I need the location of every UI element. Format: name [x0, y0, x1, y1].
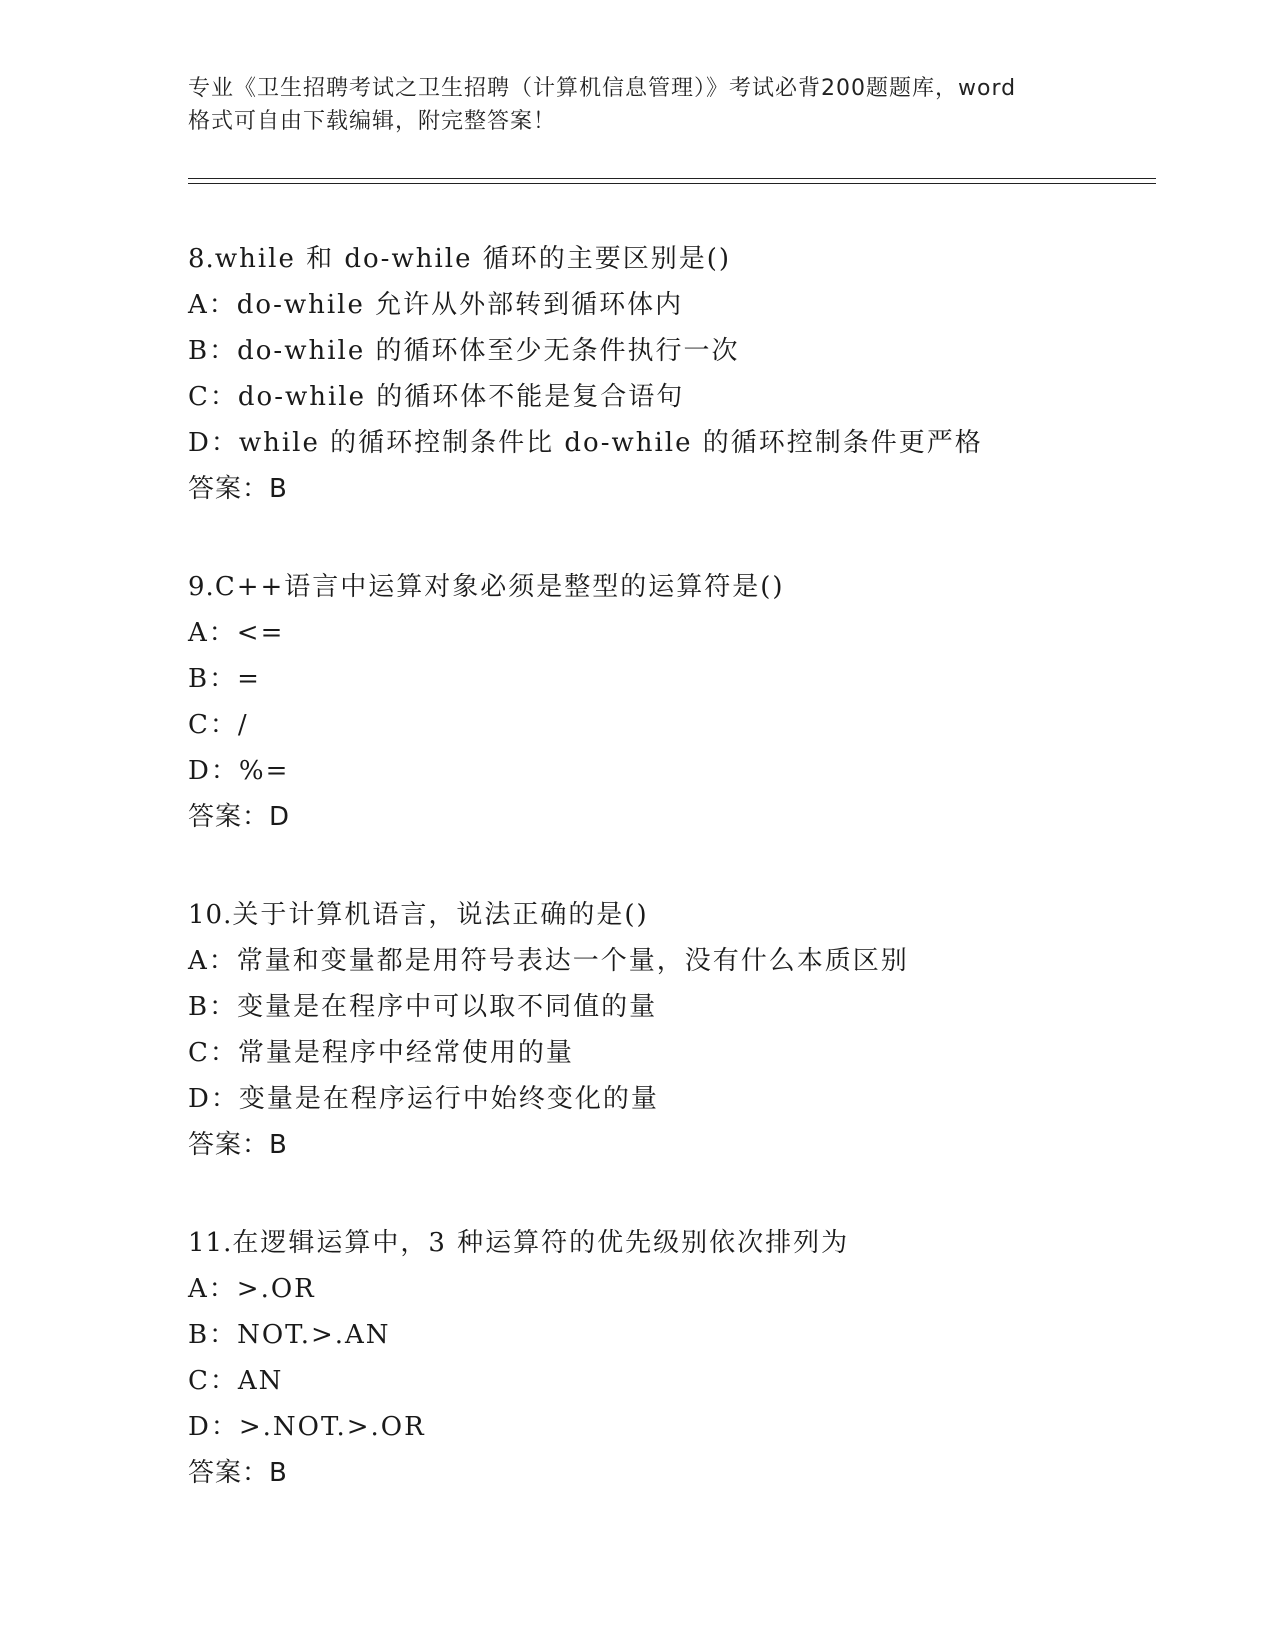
- question-stem: [188, 892, 1188, 938]
- option-letter: A：: [188, 946, 237, 976]
- option-d: [188, 748, 1188, 794]
- option-b: [188, 984, 1188, 1030]
- option-text: 常量是程序中经常使用的量: [237, 1038, 574, 1068]
- option-c: [188, 1030, 1188, 1076]
- option-text: >.NOT.>.OR: [238, 1412, 426, 1442]
- answer-line: 答案：B: [188, 474, 288, 504]
- option-letter: C：: [188, 1038, 238, 1068]
- header-line-2: 格式可自由下载编辑，附完整答案！: [188, 109, 557, 134]
- option-letter: B：: [188, 336, 238, 366]
- option-text: 变量是在程序运行中始终变化的量: [238, 1084, 659, 1114]
- option-text: /: [237, 710, 249, 740]
- question-number: 10.: [188, 900, 233, 930]
- option-text: =: [237, 664, 261, 694]
- option-letter: C：: [188, 1366, 238, 1396]
- option-b: [188, 328, 1188, 374]
- option-letter: B：: [188, 992, 238, 1022]
- question-stem: [188, 1220, 1188, 1266]
- option-letter: C：: [188, 710, 238, 740]
- option-text: %=: [238, 756, 290, 786]
- option-text: <=: [236, 618, 285, 648]
- option-text: 常量和变量都是用符号表达一个量，没有什么本质区别: [236, 946, 909, 976]
- option-text: >.OR: [236, 1274, 316, 1304]
- option-c: [188, 374, 1188, 420]
- answer-line: 答案：B: [188, 1458, 288, 1488]
- option-letter: B：: [188, 1320, 238, 1350]
- question-stem: [188, 236, 1188, 282]
- header-line-1: 专业《卫生招聘考试之卫生招聘（计算机信息管理）》考试必背200题题库，word: [188, 76, 1017, 101]
- question-text: C++语言中运算对象必须是整型的运算符是(): [214, 572, 785, 602]
- option-d: [188, 420, 1188, 466]
- question-item: [188, 892, 1188, 1168]
- option-text: do-while 的循环体不能是复合语句: [237, 382, 685, 412]
- answer-line: 答案：B: [188, 1130, 288, 1160]
- question-stem: [188, 564, 1188, 610]
- option-text: while 的循环控制条件比 do-while 的循环控制条件更严格: [238, 428, 983, 458]
- option-letter: B：: [188, 664, 238, 694]
- option-c: [188, 702, 1188, 748]
- option-letter: D：: [188, 1412, 239, 1442]
- option-d: [188, 1076, 1188, 1122]
- option-a: [188, 282, 1188, 328]
- header-divider-top: [188, 178, 1156, 179]
- question-item: [188, 1220, 1188, 1496]
- option-text: AN: [237, 1366, 284, 1396]
- option-text: NOT.>.AN: [237, 1320, 391, 1350]
- question-text: while 和 do-while 循环的主要区别是(): [214, 244, 732, 274]
- question-list: [188, 236, 1188, 1496]
- question-number: 11.: [188, 1228, 233, 1258]
- question-item: [188, 236, 1188, 512]
- option-letter: D：: [188, 756, 239, 786]
- option-b: [188, 656, 1188, 702]
- option-c: [188, 1358, 1188, 1404]
- option-text: do-while 的循环体至少无条件执行一次: [237, 336, 740, 366]
- question-text: 关于计算机语言，说法正确的是(): [232, 900, 649, 930]
- option-a: [188, 938, 1188, 984]
- option-letter: A：: [188, 618, 237, 648]
- option-letter: C：: [188, 382, 238, 412]
- option-a: [188, 610, 1188, 656]
- option-letter: A：: [188, 290, 237, 320]
- question-number: 9.: [188, 572, 215, 602]
- option-letter: D：: [188, 428, 239, 458]
- option-letter: D：: [188, 1084, 239, 1114]
- document-header: [188, 72, 1088, 138]
- option-d: [188, 1404, 1188, 1450]
- question-item: [188, 564, 1188, 840]
- option-letter: A：: [188, 1274, 237, 1304]
- option-b: [188, 1312, 1188, 1358]
- answer-line: 答案：D: [188, 802, 291, 832]
- option-text: 变量是在程序中可以取不同值的量: [237, 992, 658, 1022]
- question-number: 8.: [188, 244, 215, 274]
- header-divider-bottom: [188, 183, 1156, 184]
- question-text: 在逻辑运算中，3 种运算符的优先级别依次排列为: [232, 1228, 850, 1258]
- option-a: [188, 1266, 1188, 1312]
- option-text: do-while 允许从外部转到循环体内: [236, 290, 684, 320]
